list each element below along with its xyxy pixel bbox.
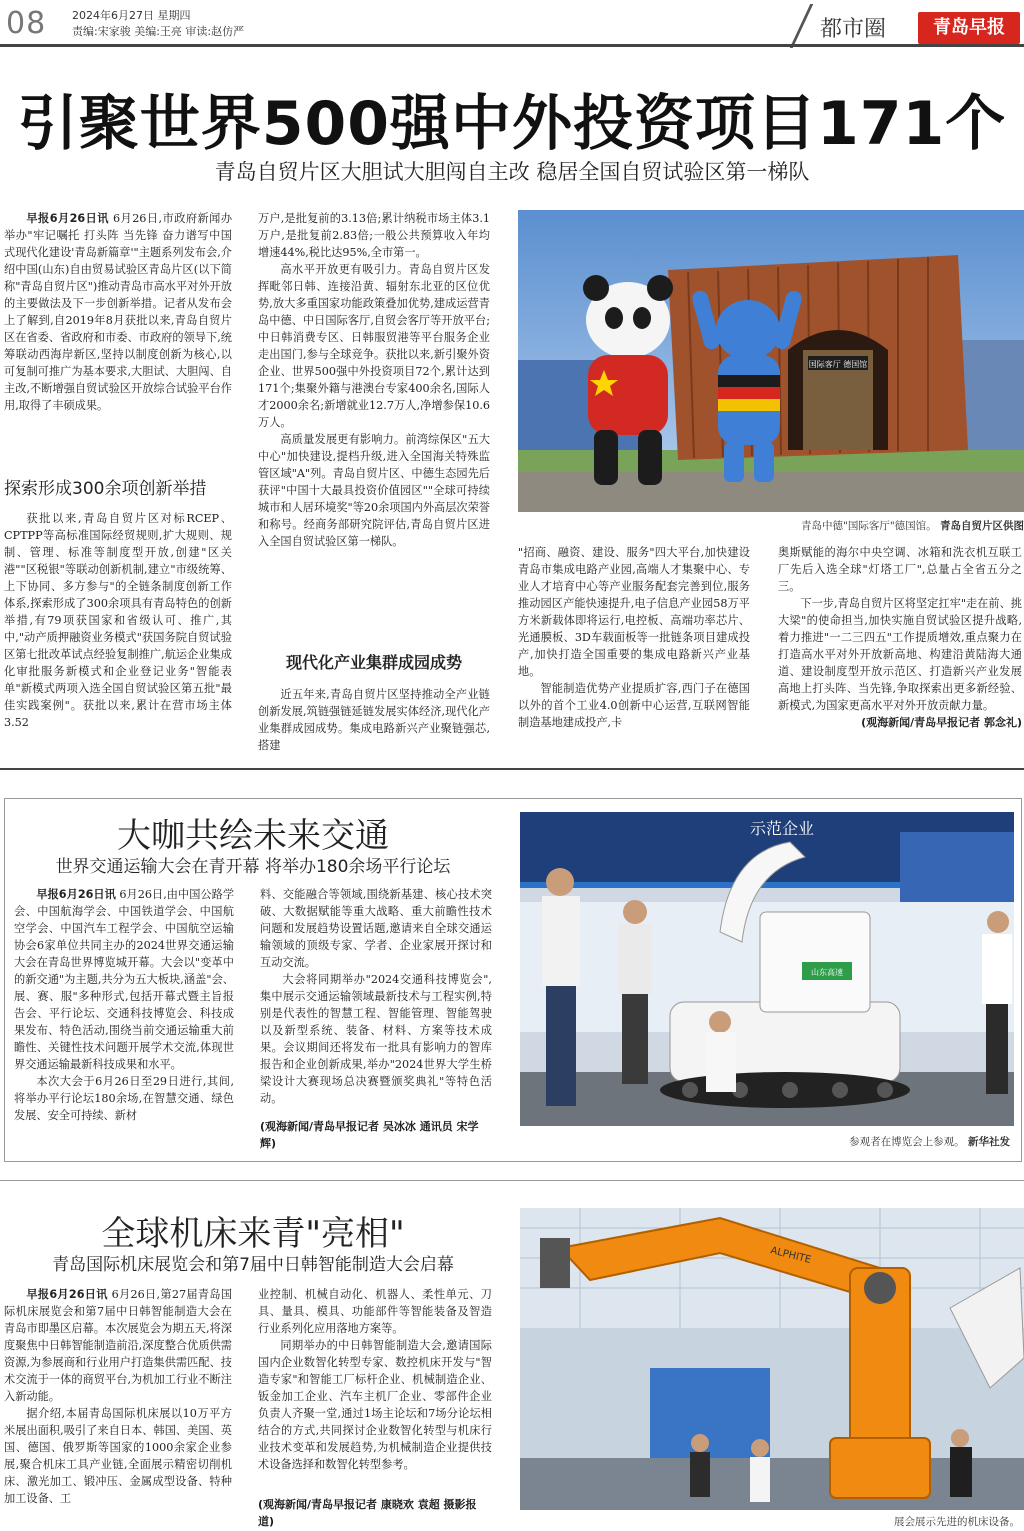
story3-col1-text: 早报6月26日讯 6月26日,第27届青岛国际机床展览会和第7届中日韩智能制造大会在青岛市即墨区启幕。本次展览会为期五天,将深度聚焦中日韩智能制造前沿,深度整合优质供需资源,为参展商和行业用户打造集供需匹配、技术交流于一体的商贸平台,为机加工行业不断注入新动能。 — [4, 1288, 232, 1403]
story3-byline: (观海新闻/青岛早报记者 康晓欢 袁超 摄影报道) — [258, 1498, 477, 1528]
story1-col1b — [4, 510, 232, 756]
story2-photo-caption — [520, 1134, 1010, 1149]
story2-col2-text: 料、交能融合等领域,围绕新基建、核心技术突破、大数据赋能等重大战略、重大前瞻性技术问题和发展趋势设置话题,邀请来自全球交通运输领域的顶级专家、学者、企业家展开探讨和互动交流。 — [260, 888, 492, 969]
robot-logo: 山东高速 — [811, 968, 843, 977]
section-separator-1 — [0, 768, 1024, 770]
story1-col1b-text: 获批以来,青岛自贸片区对标RCEP、CPTPP等高标准国际经贸规则,扩大规则、规制、管理、标准等制度型开放,创建"区关港""区税银"等联动创新机制,建立"市级统筹、上下协同、多方参与"的全链条制度创新工作体系,探索形成了300余项具有青岛特色的创新举措,有79项获国家和省级认可、推广,其中,"动产质押融资业务模式"获国务院自贸试验区第七批改革试点经验复制推广,航运企业集成化审批服务新模式和企业登记业务"智能表单"新模式两项入选全国自贸试验区第五批"最佳实践案例"。获批以来,累计在营市场主体3.52 — [4, 512, 232, 729]
newspaper-logo: 青岛早报 — [918, 12, 1020, 44]
story2-title: 大咖共绘未来交通 — [117, 816, 389, 856]
story1-photo — [518, 210, 1024, 512]
story1-col3 — [518, 544, 750, 758]
main-headline: 引聚世界500强中外投资项目171个 — [17, 89, 1007, 159]
story2-byline: (观海新闻/青岛早报记者 吴冰冰 通讯员 宋学辉) — [260, 1120, 479, 1150]
story2-col1 — [14, 886, 234, 1152]
story1-col4 — [778, 544, 1022, 758]
story1-col2c-text: 高质量发展更有影响力。前湾综保区"五大中心"加快建设,提档升级,进入全国海关特殊监管区域"A"列。青岛自贸片区、中德生态园先后获评"中国十大最具投资价值园区""全球可持续城市和人居环境奖"等20余项国内外高层次荣誉和称号。经商务部研究院评估,青岛自贸片区进入全国自贸试验区第一梯队。 — [258, 433, 490, 548]
main-subhead: 青岛自贸片区大胆试大胆闯自主改 稳居全国自贸试验区第一梯队 — [214, 160, 810, 184]
dateline: 早报6月26日讯 — [36, 888, 116, 901]
header-rule — [0, 44, 1024, 47]
pavilion-photo — [518, 210, 1024, 512]
date-line: 2024年6月27日 星期四 — [72, 9, 191, 22]
story1-byline: (观海新闻/青岛早报记者 郭念礼) — [861, 716, 1022, 729]
story2-col2b-text: 大会将同期举办"2024交通科技博览会",集中展示交通运输领域最新技术与工程实例,特别是代表性的智慧工程、智能管理、智能驾驶以及新型系统、装备、材料、方案等技术成果。会议期间还将发布一批具有影响力的智库报告和企业创新成果,举办"2024世界大学生桥梁设计大赛现场总决赛暨颁奖典礼"等特色活动。 — [260, 973, 492, 1105]
story1-caption-text: 青岛中德"国际客厅"德国馆。 — [800, 520, 937, 532]
story2-col1-text: 早报6月26日讯 6月26日,由中国公路学会、中国航海学会、中国铁道学会、中国航空学会、中国汽车工程学会、中国航空运输协会6家单位共同主办的2024世界交通运输大会在青岛世界博览城开幕。大会以"变革中的新交通"为主题,共分为五大板块,涵盖"会、展、赛、服"多种形式,包括开幕式暨主旨报告会、平行论坛、交通科技博览会、科技成果发布、特色活动,围绕当前交通运输重大前瞻性、关键性技术问题开展学术交流,体现世界交通运输最新科技成果和水平。 — [14, 888, 234, 1071]
story2-subtitle: 世界交通运输大会在青开幕 将举办180余场平行论坛 — [55, 857, 451, 877]
robot-arm-text: ALPHITE — [769, 1245, 813, 1266]
story3-col2b-text: 同期举办的中日韩智能制造大会,邀请国际国内企业数智化转型专家、数控机床开发与"智造专家"和智能工厂标杆企业、机械制造企业、钣金加工企业、汽车主机厂企业、零部件企业负责人齐聚一堂,通过1场主论坛和7场分论坛相结合的方式,共同探讨企业数智化转型与机床行业技术变革和发展趋势,为机械制造企业提供技术设备选择和数智化转型参考。 — [258, 1339, 492, 1471]
story1-col2b-text: 高水平开放更有吸引力。青岛自贸片区发挥毗邻日韩、连接沿黄、辐射东北亚的区位优势,放大多重国家功能政策叠加优势,建成运营青岛中德、中日国际客厅,自贸会客厅等开放平台;中日韩消费专区、日韩服贸港等平台服务企业走出国门,参与全球竞争。获批以来,新引聚外资企业、世界500强中外投资项目72个,累计达到171个;集聚外籍与港澳台专家400余名,国际人才2000余名;新增就业12.7万人,净增参保10.6万人。 — [258, 263, 490, 429]
story1-col4b-text: 下一步,青岛自贸片区将坚定扛牢"走在前、挑大梁"的使命担当,加快实施自贸试验区提升战略,着力推进"一二三四五"工作提质增效,重点聚力在打造高水平对外开放新高地、构建沿黄陆海大通道、建设制度型开放示范区、打造新兴产业发展高地上打头阵、当先锋,争取探索出更多新经验、新模式,为国家更高水平对外开放贡献力量。 — [778, 597, 1022, 712]
dateline: 早报6月26日讯 — [26, 1288, 108, 1301]
story3-photo — [520, 1208, 1024, 1510]
section-separator-2 — [0, 1180, 1024, 1181]
story3-col2-text: 业控制、机械自动化、机器人、柔性单元、刀具、量具、模具、功能部件等智能装备及智造行业系列化应用落地方案等。 — [258, 1288, 492, 1335]
expo-banner: 示范企业 — [750, 819, 815, 838]
story1-col2d-text: 近五年来,青岛自贸片区坚持推动全产业链创新发展,筑链强链延链发展实体经济,现代化产业集群成园成势。集成电路新兴产业聚链强芯,搭建 — [258, 688, 490, 752]
story1-heading-2: 现代化产业集群成园成势 — [285, 653, 462, 672]
story1-col3-text: "招商、融资、建设、服务"四大平台,加快建设青岛市集成电路产业园,高端人才集聚中心、专业人才培育中心等产业服务配套完善到位,服务推动园区产能快速提升,电子信息产业园58万平方米新载体即将运行,电控板、高端功率芯片、光通膜板、3D车载面板等一批链条项目建成投产,加快打造全国重要的集成电路新兴产业基地。 — [518, 546, 750, 678]
page-number: 08 — [6, 6, 47, 41]
story1-col2 — [258, 210, 490, 642]
editors-line: 责编:宋家骏 美编:王亮 审读:赵仿严 — [72, 25, 245, 38]
story1-caption-credit: 青岛自贸片区供图 — [940, 520, 1024, 532]
story2-caption-credit: 新华社发 — [968, 1136, 1010, 1148]
story2-caption-text: 参观者在博览会上参观。 — [849, 1136, 965, 1148]
story3-title: 全球机床来青"亮相" — [101, 1214, 405, 1254]
story2-photo — [520, 812, 1014, 1126]
story1-col2d — [258, 686, 490, 756]
story1-col1-text: 早报6月26日讯 6月26日,市政府新闻办举办"牢记嘱托 打头阵 当先锋 奋力谱写中国式现代化建设'青岛新篇章'"主题系列发布会,介绍中国(山东)自由贸易试验区青岛片区(以下简称"青岛自贸片区")推动青岛市高水平对外开放的主要做法及下一步创新举措。记者从发布会上了解到,自2019年8月获批以来,青岛自贸片区在省委、省政府和市委、市政府的领导下,统筹联动西海岸新区,坚持以制度创新为核心,以可复制可推广为基本要求,大胆试、大胆闯、自主改,不断增强自贸试验区开放综合试验平台作用,取得了丰硕成果。 — [4, 212, 232, 412]
machine-robot-photo — [520, 1208, 1024, 1510]
header-meta — [72, 8, 244, 40]
story1-photo-caption — [518, 518, 1024, 533]
story1-col1 — [4, 210, 232, 472]
section-name: 都市圈 — [820, 17, 887, 42]
story3-col1b-text: 据介绍,本届青岛国际机床展以10万平方米展出面积,吸引了来自日本、韩国、美国、英国、德国、俄罗斯等国家的1000余家企业参展,聚合机床工具产业链,全面展示精密切削机床、激光加工、锻冲压、金属成型设备、特种加工设备、工 — [4, 1407, 232, 1505]
robot-expo-photo — [520, 812, 1014, 1126]
header-divider — [790, 4, 814, 48]
story3-col2 — [258, 1286, 492, 1494]
story1-col3b-text: 智能制造优势产业提质扩容,西门子在德国以外的首个工业4.0创新中心运营,互联网智能制造基地建成投产,卡 — [518, 682, 750, 729]
pavilion-sign: 国际客厅 德国馆 — [808, 360, 868, 369]
story1-col4-text: 奥斯赋能的海尔中央空调、冰箱和洗衣机互联工厂先后入选全球"灯塔工厂",总量占全省五分之三。 — [778, 546, 1022, 593]
story2-col1b-text: 本次大会于6月26日至29日进行,其间,将举办平行论坛180余场,在智慧交通、绿色发展、安全可持续、新材 — [14, 1075, 234, 1122]
story2-col2 — [260, 886, 492, 1116]
story3-photo-caption: 展会展示先进的机床设备。 — [894, 1516, 1020, 1528]
story3-col1 — [4, 1286, 232, 1530]
story1-heading-1: 探索形成300余项创新举措 — [4, 479, 207, 499]
dateline: 早报6月26日讯 — [26, 212, 109, 225]
story1-col2-text: 万户,是批复前的3.13倍;累计纳税市场主体3.1万户,是批复前2.83倍;一般公共预算收入年均增速44%,税比达95%,全市第一。 — [258, 212, 490, 259]
story3-subtitle: 青岛国际机床展览会和第7届中日韩智能制造大会启幕 — [52, 1255, 454, 1275]
